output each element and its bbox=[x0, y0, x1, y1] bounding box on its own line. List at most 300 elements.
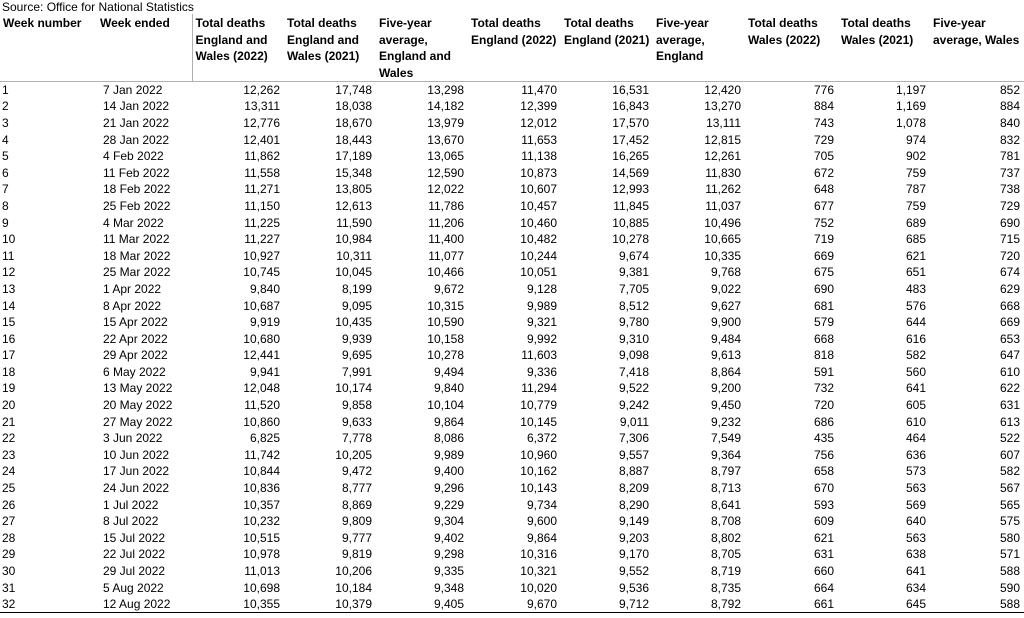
value-cell: 9,484 bbox=[710, 331, 741, 346]
col-wal-avg: Five-year average, Wales bbox=[930, 14, 1024, 82]
week-number-cell: 19 bbox=[2, 381, 16, 396]
week-number-cell: 11 bbox=[2, 248, 15, 263]
value-cell: 9,098 bbox=[618, 348, 649, 363]
table-body bbox=[0, 82, 1024, 613]
value-cell: 10,482 bbox=[520, 232, 557, 247]
value-cell: 8,719 bbox=[710, 564, 741, 579]
value-cell: 9,670 bbox=[468, 596, 561, 613]
value-cell: 690 bbox=[813, 281, 834, 296]
week-number-cell: 26 bbox=[2, 497, 16, 512]
value-cell: 732 bbox=[813, 381, 834, 396]
value-cell: 10,045 bbox=[335, 265, 372, 280]
table-row bbox=[0, 463, 1024, 480]
value-cell: 729 bbox=[813, 132, 834, 147]
table-row bbox=[0, 563, 1024, 580]
value-cell: 9,304 bbox=[433, 514, 464, 529]
value-cell: 9,095 bbox=[341, 298, 372, 313]
value-cell: 11,294 bbox=[521, 381, 557, 396]
value-cell: 10,184 bbox=[335, 580, 372, 595]
value-cell: 18,038 bbox=[335, 99, 372, 114]
value-cell: 1,197 bbox=[895, 83, 926, 98]
value-cell: 9,777 bbox=[341, 530, 372, 545]
week-number-cell: 10 bbox=[2, 232, 16, 247]
week-number-cell: 14 bbox=[2, 298, 16, 313]
value-cell: 15,348 bbox=[335, 165, 372, 180]
value-cell: 11,470 bbox=[521, 83, 557, 98]
value-cell: 11,037 bbox=[705, 198, 741, 213]
value-cell: 7,418 bbox=[618, 364, 649, 379]
week-number-cell: 20 bbox=[2, 398, 16, 413]
value-cell: 681 bbox=[813, 298, 834, 313]
value-cell: 9,149 bbox=[618, 514, 649, 529]
value-cell: 9,900 bbox=[710, 315, 741, 330]
value-cell: 10,844 bbox=[243, 464, 280, 479]
value-cell: 11,227 bbox=[244, 232, 280, 247]
value-cell: 12,012 bbox=[520, 115, 557, 130]
value-cell: 669 bbox=[999, 315, 1020, 330]
value-cell: 9,858 bbox=[341, 398, 372, 413]
value-cell: 756 bbox=[813, 447, 834, 462]
value-cell: 715 bbox=[999, 232, 1020, 247]
table-row bbox=[0, 314, 1024, 331]
week-ended-cell: 6 May 2022 bbox=[103, 364, 166, 379]
value-cell: 11,862 bbox=[244, 149, 280, 164]
value-cell: 8,705 bbox=[710, 547, 741, 562]
week-number-cell: 13 bbox=[2, 281, 16, 296]
value-cell: 10,232 bbox=[243, 514, 280, 529]
value-cell: 14,569 bbox=[612, 165, 649, 180]
table-row bbox=[0, 247, 1024, 264]
value-cell: 719 bbox=[813, 232, 834, 247]
value-cell: 670 bbox=[813, 481, 834, 496]
table-row bbox=[0, 513, 1024, 530]
col-eng-avg: Five-year average, England bbox=[653, 14, 745, 82]
value-cell: 10,206 bbox=[335, 564, 372, 579]
value-cell: 884 bbox=[999, 99, 1020, 114]
value-cell: 9,989 bbox=[526, 298, 557, 313]
value-cell: 10,143 bbox=[520, 481, 557, 496]
week-ended-cell: 1 Jul 2022 bbox=[103, 497, 159, 512]
value-cell: 9,321 bbox=[526, 315, 557, 330]
value-cell: 12,420 bbox=[704, 83, 741, 98]
value-cell: 609 bbox=[813, 514, 834, 529]
value-cell: 12,022 bbox=[427, 182, 464, 197]
value-cell: 641 bbox=[905, 564, 926, 579]
value-cell: 573 bbox=[905, 464, 926, 479]
week-ended-cell: 24 Jun 2022 bbox=[103, 481, 170, 496]
table-row bbox=[0, 413, 1024, 430]
value-cell: 631 bbox=[813, 547, 834, 562]
week-ended-cell: 14 Jan 2022 bbox=[103, 99, 170, 114]
value-cell: 8,199 bbox=[341, 281, 372, 296]
value-cell: 10,278 bbox=[612, 232, 649, 247]
table-row bbox=[0, 148, 1024, 165]
value-cell: 9,170 bbox=[618, 547, 649, 562]
value-cell: 9,242 bbox=[618, 398, 649, 413]
value-cell: 668 bbox=[999, 298, 1020, 313]
value-cell: 11,262 bbox=[705, 182, 741, 197]
value-cell: 8,777 bbox=[341, 481, 372, 496]
col-ew-2021: Total deaths England and Wales (2021) bbox=[284, 14, 376, 82]
value-cell: 464 bbox=[905, 431, 926, 446]
value-cell: 11,520 bbox=[244, 398, 280, 413]
value-cell: 12,399 bbox=[520, 99, 557, 114]
value-cell: 11,845 bbox=[613, 198, 649, 213]
value-cell: 9,600 bbox=[526, 514, 557, 529]
value-cell: 9,348 bbox=[433, 580, 464, 595]
value-cell: 10,311 bbox=[336, 248, 372, 263]
value-cell: 636 bbox=[905, 447, 926, 462]
week-number-cell: 23 bbox=[2, 447, 16, 462]
week-ended-cell: 22 Jul 2022 bbox=[103, 547, 166, 562]
value-cell: 571 bbox=[999, 547, 1020, 562]
week-number-cell: 2 bbox=[2, 99, 9, 114]
value-cell: 576 bbox=[905, 298, 926, 313]
value-cell: 10,357 bbox=[243, 497, 280, 512]
value-cell: 759 bbox=[905, 198, 926, 213]
value-cell: 10,174 bbox=[335, 381, 372, 396]
value-cell: 9,200 bbox=[710, 381, 741, 396]
value-cell: 565 bbox=[999, 497, 1020, 512]
value-cell: 675 bbox=[813, 265, 834, 280]
value-cell: 10,873 bbox=[520, 165, 557, 180]
value-cell: 522 bbox=[999, 431, 1020, 446]
value-cell: 10,779 bbox=[520, 398, 557, 413]
value-cell: 11,742 bbox=[244, 447, 280, 462]
value-cell: 563 bbox=[905, 530, 926, 545]
value-cell: 613 bbox=[999, 414, 1020, 429]
value-cell: 8,641 bbox=[710, 497, 741, 512]
value-cell: 9,536 bbox=[618, 580, 649, 595]
value-cell: 9,864 bbox=[526, 530, 557, 545]
week-number-cell: 28 bbox=[2, 530, 16, 545]
value-cell: 13,270 bbox=[704, 99, 741, 114]
value-cell: 10,315 bbox=[427, 298, 464, 313]
value-cell: 14,182 bbox=[427, 99, 464, 114]
value-cell: 759 bbox=[905, 165, 926, 180]
value-cell: 852 bbox=[999, 83, 1020, 98]
value-cell: 11,558 bbox=[244, 165, 280, 180]
value-cell: 9,552 bbox=[618, 564, 649, 579]
week-ended-cell: 15 Jul 2022 bbox=[103, 530, 166, 545]
value-cell: 10,335 bbox=[704, 248, 741, 263]
value-cell: 16,265 bbox=[612, 149, 649, 164]
table-row bbox=[0, 198, 1024, 215]
value-cell: 10,960 bbox=[520, 447, 557, 462]
table-row bbox=[0, 364, 1024, 381]
value-cell: 11,225 bbox=[244, 215, 280, 230]
value-cell: 9,809 bbox=[341, 514, 372, 529]
value-cell: 8,209 bbox=[618, 481, 649, 496]
week-ended-cell: 27 May 2022 bbox=[103, 414, 173, 429]
value-cell: 638 bbox=[905, 547, 926, 562]
week-number-cell: 17 bbox=[2, 348, 16, 363]
value-cell: 884 bbox=[813, 99, 834, 114]
week-ended-cell: 29 Apr 2022 bbox=[103, 348, 168, 363]
value-cell: 17,748 bbox=[335, 83, 372, 98]
week-number-cell: 7 bbox=[2, 182, 9, 197]
value-cell: 9,310 bbox=[618, 331, 649, 346]
value-cell: 579 bbox=[813, 315, 834, 330]
value-cell: 12,401 bbox=[243, 132, 280, 147]
value-cell: 11,786 bbox=[428, 198, 464, 213]
value-cell: 610 bbox=[999, 364, 1020, 379]
value-cell: 8,887 bbox=[618, 464, 649, 479]
value-cell: 705 bbox=[813, 149, 834, 164]
value-cell: 10,460 bbox=[520, 215, 557, 230]
value-cell: 686 bbox=[813, 414, 834, 429]
value-cell: 9,128 bbox=[526, 281, 557, 296]
value-cell: 629 bbox=[999, 281, 1020, 296]
week-number-cell: 31 bbox=[2, 580, 16, 595]
value-cell: 10,836 bbox=[243, 481, 280, 496]
value-cell: 9,840 bbox=[433, 381, 464, 396]
header-row bbox=[0, 14, 1024, 82]
week-number-cell: 18 bbox=[2, 364, 16, 379]
value-cell: 8,797 bbox=[710, 464, 741, 479]
value-cell: 787 bbox=[905, 182, 926, 197]
source-note: Source: Office for National Statistics bbox=[2, 0, 194, 14]
value-cell: 13,311 bbox=[244, 99, 280, 114]
value-cell: 8,735 bbox=[710, 580, 741, 595]
value-cell: 6,825 bbox=[249, 431, 280, 446]
table-row bbox=[0, 480, 1024, 497]
table-row bbox=[0, 164, 1024, 181]
value-cell: 580 bbox=[999, 530, 1020, 545]
value-cell: 9,627 bbox=[710, 298, 741, 313]
value-cell: 11,150 bbox=[244, 198, 280, 213]
value-cell: 902 bbox=[905, 149, 926, 164]
value-cell: 13,298 bbox=[427, 83, 464, 98]
value-cell: 13,111 bbox=[706, 115, 741, 130]
table-row bbox=[0, 98, 1024, 115]
value-cell: 840 bbox=[999, 115, 1020, 130]
value-cell: 11,653 bbox=[521, 132, 557, 147]
value-cell: 9,768 bbox=[710, 265, 741, 280]
value-cell: 607 bbox=[999, 447, 1020, 462]
value-cell: 8,086 bbox=[433, 431, 464, 446]
table-row bbox=[0, 330, 1024, 347]
col-ew-2022: Total deaths England and Wales (2022) bbox=[192, 14, 284, 82]
week-number-cell: 4 bbox=[2, 132, 9, 147]
value-cell: 12,262 bbox=[243, 83, 280, 98]
value-cell: 689 bbox=[905, 215, 926, 230]
value-cell: 720 bbox=[999, 248, 1020, 263]
value-cell: 10,515 bbox=[243, 530, 280, 545]
week-number-cell: 29 bbox=[2, 547, 16, 562]
value-cell: 9,613 bbox=[710, 348, 741, 363]
value-cell: 483 bbox=[905, 281, 926, 296]
value-cell: 13,805 bbox=[335, 182, 372, 197]
value-cell: 11,590 bbox=[336, 215, 372, 230]
col-eng-2022: Total deaths England (2022) bbox=[468, 14, 561, 82]
value-cell: 9,941 bbox=[249, 364, 280, 379]
value-cell: 593 bbox=[813, 497, 834, 512]
week-ended-cell: 8 Apr 2022 bbox=[103, 298, 162, 313]
value-cell: 10,984 bbox=[335, 232, 372, 247]
value-cell: 9,522 bbox=[618, 381, 649, 396]
col-ew-avg: Five-year average, England and Wales bbox=[376, 14, 468, 82]
value-cell: 9,335 bbox=[433, 564, 464, 579]
value-cell: 590 bbox=[999, 580, 1020, 595]
value-cell: 781 bbox=[999, 149, 1020, 164]
value-cell: 18,443 bbox=[335, 132, 372, 147]
value-cell: 16,531 bbox=[612, 83, 649, 98]
table-row bbox=[0, 347, 1024, 364]
week-number-cell: 1 bbox=[2, 83, 9, 98]
value-cell: 10,316 bbox=[520, 547, 557, 562]
value-cell: 621 bbox=[905, 248, 926, 263]
value-cell: 9,402 bbox=[433, 530, 464, 545]
value-cell: 10,321 bbox=[520, 564, 557, 579]
value-cell: 674 bbox=[999, 265, 1020, 280]
value-cell: 8,869 bbox=[341, 497, 372, 512]
value-cell: 9,011 bbox=[619, 414, 649, 429]
value-cell: 16,843 bbox=[612, 99, 649, 114]
table-row bbox=[0, 430, 1024, 447]
value-cell: 743 bbox=[813, 115, 834, 130]
week-ended-cell: 4 Feb 2022 bbox=[103, 149, 164, 164]
value-cell: 10,607 bbox=[520, 182, 557, 197]
deaths-table bbox=[0, 14, 1024, 613]
week-ended-cell: 20 May 2022 bbox=[103, 398, 173, 413]
table-row bbox=[0, 297, 1024, 314]
table-row bbox=[0, 397, 1024, 414]
value-cell: 569 bbox=[905, 497, 926, 512]
value-cell: 9,232 bbox=[710, 414, 741, 429]
table-row bbox=[0, 214, 1024, 231]
week-ended-cell: 18 Feb 2022 bbox=[103, 182, 171, 197]
value-cell: 13,979 bbox=[427, 115, 464, 130]
table-row bbox=[0, 530, 1024, 547]
value-cell: 622 bbox=[999, 381, 1020, 396]
value-cell: 668 bbox=[813, 331, 834, 346]
value-cell: 9,674 bbox=[618, 248, 649, 263]
week-ended-cell: 13 May 2022 bbox=[103, 381, 173, 396]
value-cell: 10,927 bbox=[243, 248, 280, 263]
value-cell: 776 bbox=[813, 83, 834, 98]
value-cell: 9,939 bbox=[341, 331, 372, 346]
value-cell: 10,457 bbox=[520, 198, 557, 213]
value-cell: 12,815 bbox=[704, 132, 741, 147]
value-cell: 752 bbox=[813, 215, 834, 230]
value-cell: 9,672 bbox=[433, 281, 464, 296]
table-row bbox=[0, 264, 1024, 281]
value-cell: 12,613 bbox=[335, 198, 372, 213]
value-cell: 669 bbox=[813, 248, 834, 263]
col-wal-2022: Total deaths Wales (2022) bbox=[745, 14, 838, 82]
value-cell: 9,364 bbox=[710, 447, 741, 462]
value-cell: 11,830 bbox=[705, 165, 741, 180]
value-cell: 9,472 bbox=[341, 464, 372, 479]
table-row bbox=[0, 447, 1024, 464]
value-cell: 9,381 bbox=[618, 265, 649, 280]
value-cell: 9,695 bbox=[341, 348, 372, 363]
value-cell: 588 bbox=[930, 596, 1024, 613]
value-cell: 9,633 bbox=[341, 414, 372, 429]
col-week-ended: Week ended bbox=[97, 14, 192, 82]
value-cell: 685 bbox=[905, 232, 926, 247]
table-row bbox=[0, 380, 1024, 397]
week-ended-cell: 8 Jul 2022 bbox=[103, 514, 159, 529]
value-cell: 10,162 bbox=[520, 464, 557, 479]
value-cell: 10,665 bbox=[704, 232, 741, 247]
value-cell: 10,496 bbox=[704, 215, 741, 230]
week-ended-cell: 12 Aug 2022 bbox=[97, 596, 192, 613]
table-row bbox=[0, 281, 1024, 298]
week-ended-cell: 10 Jun 2022 bbox=[103, 447, 170, 462]
value-cell: 13,065 bbox=[427, 149, 464, 164]
value-cell: 610 bbox=[905, 414, 926, 429]
value-cell: 8,512 bbox=[618, 298, 649, 313]
value-cell: 10,205 bbox=[335, 447, 372, 462]
value-cell: 8,864 bbox=[710, 364, 741, 379]
value-cell: 18,670 bbox=[335, 115, 372, 130]
week-number-cell: 15 bbox=[2, 315, 16, 330]
value-cell: 10,698 bbox=[243, 580, 280, 595]
value-cell: 10,745 bbox=[243, 265, 280, 280]
value-cell: 11,400 bbox=[428, 232, 464, 247]
value-cell: 10,435 bbox=[335, 315, 372, 330]
value-cell: 729 bbox=[999, 198, 1020, 213]
value-cell: 818 bbox=[813, 348, 834, 363]
value-cell: 10,680 bbox=[243, 331, 280, 346]
value-cell: 435 bbox=[813, 431, 834, 446]
table-row bbox=[0, 131, 1024, 148]
value-cell: 588 bbox=[999, 564, 1020, 579]
value-cell: 9,989 bbox=[433, 447, 464, 462]
week-number-cell: 21 bbox=[2, 414, 16, 429]
value-cell: 12,261 bbox=[704, 149, 741, 164]
week-number-cell: 32 bbox=[0, 596, 97, 613]
week-ended-cell: 3 Jun 2022 bbox=[103, 431, 163, 446]
value-cell: 17,452 bbox=[612, 132, 649, 147]
value-cell: 10,687 bbox=[243, 298, 280, 313]
table-row bbox=[0, 579, 1024, 596]
value-cell: 672 bbox=[813, 165, 834, 180]
value-cell: 10,104 bbox=[427, 398, 464, 413]
value-cell: 832 bbox=[999, 132, 1020, 147]
col-week-number: Week number bbox=[0, 14, 97, 82]
value-cell: 664 bbox=[813, 580, 834, 595]
week-ended-cell: 11 Feb 2022 bbox=[103, 165, 170, 180]
value-cell: 12,441 bbox=[243, 348, 280, 363]
value-cell: 17,189 bbox=[335, 149, 372, 164]
value-cell: 737 bbox=[999, 165, 1020, 180]
value-cell: 9,494 bbox=[433, 364, 464, 379]
value-cell: 660 bbox=[813, 564, 834, 579]
table-row bbox=[0, 82, 1024, 99]
value-cell: 9,864 bbox=[433, 414, 464, 429]
week-number-cell: 24 bbox=[2, 464, 16, 479]
week-ended-cell: 5 Aug 2022 bbox=[103, 580, 164, 595]
value-cell: 582 bbox=[905, 348, 926, 363]
value-cell: 10,978 bbox=[243, 547, 280, 562]
value-cell: 9,450 bbox=[710, 398, 741, 413]
value-cell: 11,013 bbox=[244, 564, 280, 579]
table-row bbox=[0, 115, 1024, 132]
value-cell: 11,603 bbox=[521, 348, 557, 363]
value-cell: 10,590 bbox=[427, 315, 464, 330]
value-cell: 738 bbox=[999, 182, 1020, 197]
week-ended-cell: 25 Mar 2022 bbox=[103, 265, 171, 280]
week-ended-cell: 4 Mar 2022 bbox=[103, 215, 164, 230]
value-cell: 591 bbox=[813, 364, 834, 379]
value-cell: 634 bbox=[905, 580, 926, 595]
value-cell: 640 bbox=[905, 514, 926, 529]
value-cell: 644 bbox=[905, 315, 926, 330]
col-wal-2021: Total deaths Wales (2021) bbox=[838, 14, 930, 82]
